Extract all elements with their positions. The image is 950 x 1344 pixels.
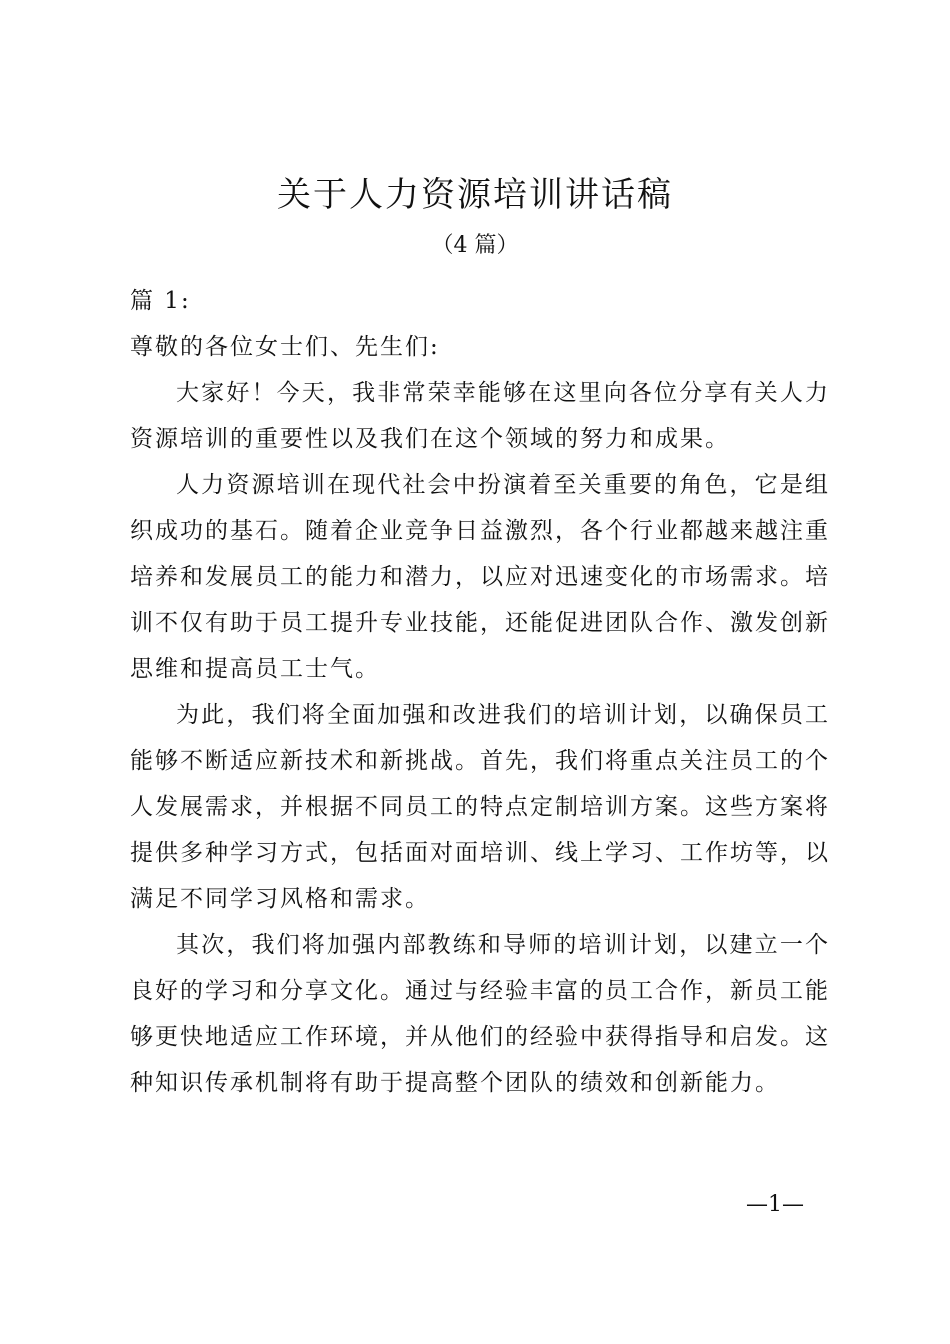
document-title: 关于人力资源培训讲话稿 [277, 175, 673, 215]
document-subtitle: （4 篇） [431, 233, 519, 258]
page-number: —1— [746, 1192, 804, 1217]
paragraph-3: 为此，我们将全面加强和改进我们的培训计划，以确保员工能够不断适应新技术和新挑战。首先，我们将重点关注员工的个人发展需求，并根据不同员工的特点定制培训方案。这些方案将提供多种学习方式，包括面对面培训、线上学习、工作坊等，以满足不同学习风格和需求。 [130, 702, 830, 912]
paragraph-1: 大家好！今天，我非常荣幸能够在这里向各位分享有关人力资源培训的重要性以及我们在这个领域的努力和成果。 [130, 380, 830, 452]
salutation: 尊敬的各位女士们、先生们: [130, 334, 440, 360]
document-body [130, 278, 830, 1106]
section-label: 篇 1: [130, 288, 191, 314]
paragraph-2: 人力资源培训在现代社会中扮演着至关重要的角色，它是组织成功的基石。随着企业竞争日益激烈，各个行业都越来越注重培养和发展员工的能力和潜力，以应对迅速变化的市场需求。培训不仅有助于员工提升专业技能，还能促进团队合作、激发创新思维和提高员工士气。 [130, 472, 830, 682]
paragraph-4: 其次，我们将加强内部教练和导师的培训计划，以建立一个良好的学习和分享文化。通过与经验丰富的员工合作，新员工能够更快地适应工作环境，并从他们的经验中获得指导和启发。这种知识传承机制将有助于提高整个团队的绩效和创新能力。 [130, 932, 830, 1096]
